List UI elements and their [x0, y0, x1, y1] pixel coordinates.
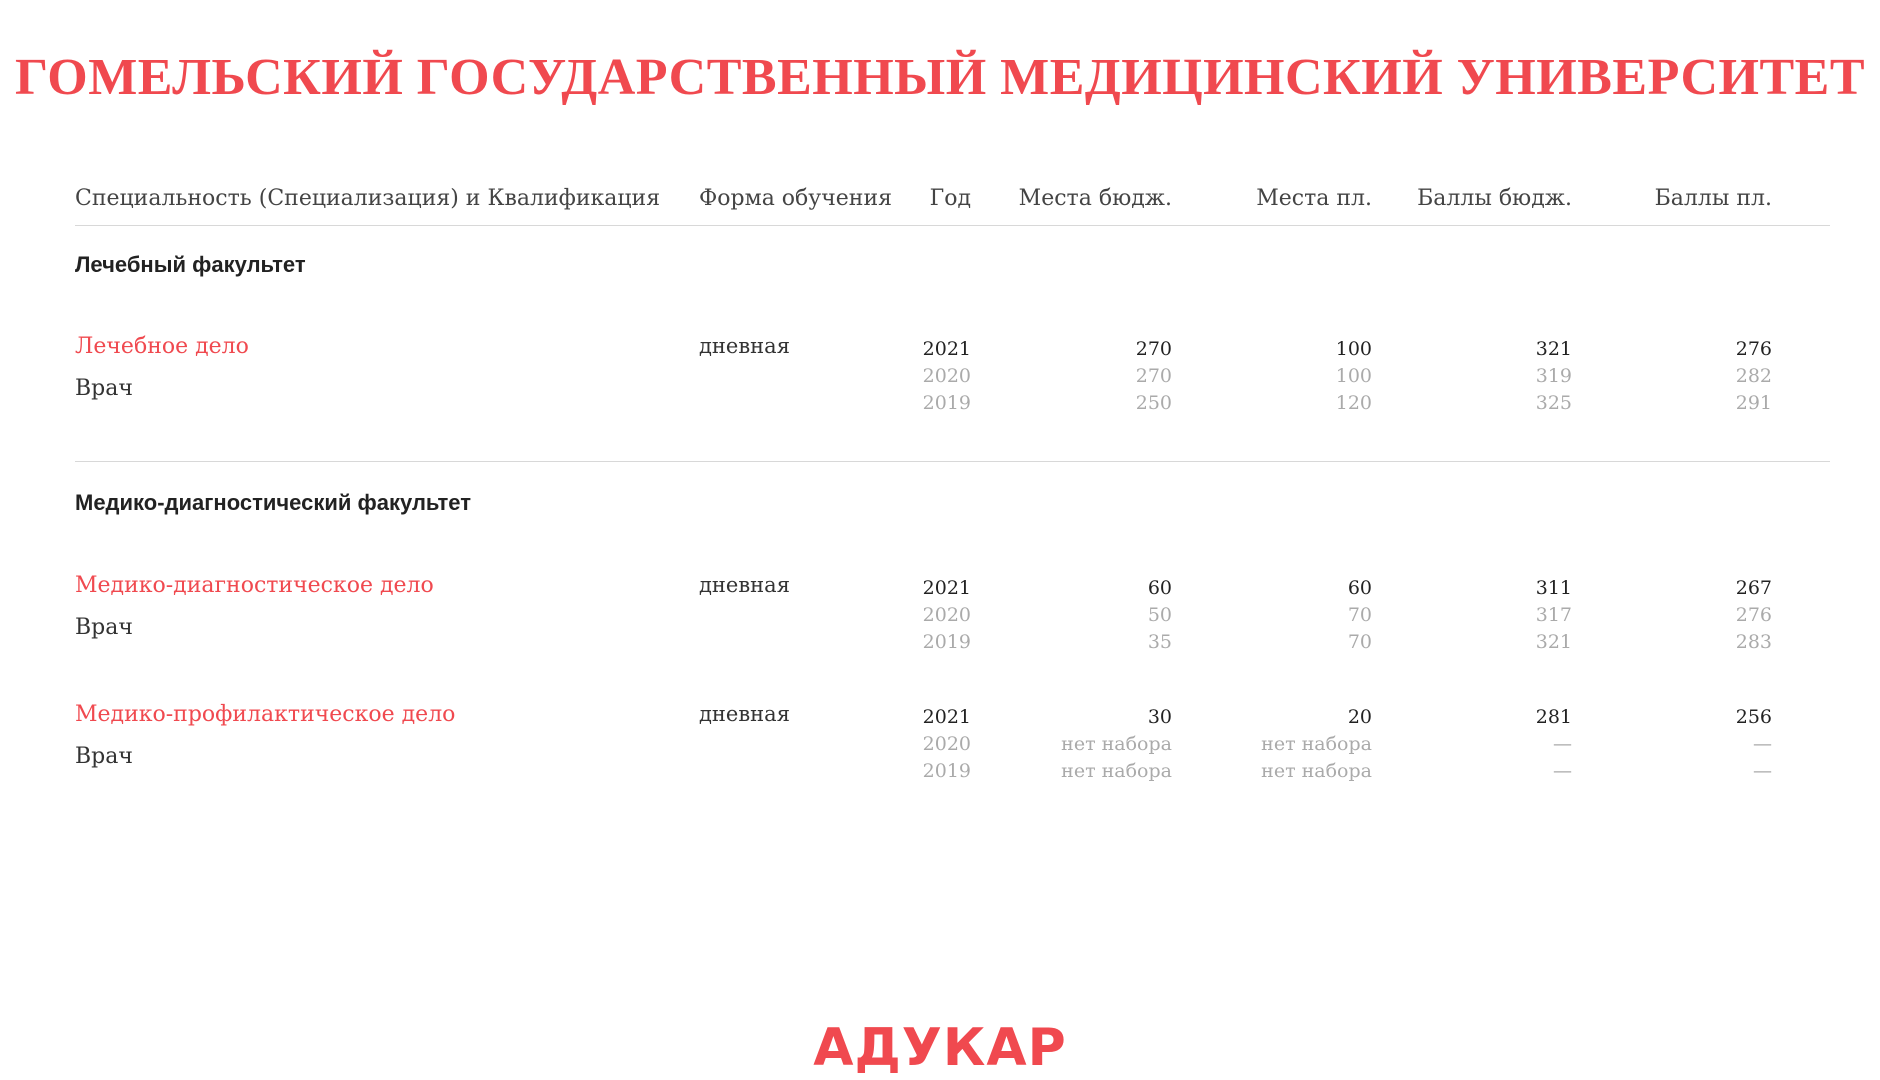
- places-budget-value: 270: [1135, 338, 1172, 360]
- places-budget-value: 30: [1147, 706, 1172, 728]
- year-value: 2021: [922, 706, 971, 728]
- years-column: [923, 336, 971, 417]
- score-budget-value: 319: [1535, 365, 1572, 387]
- faculty-heading: Лечебный факультет: [75, 252, 306, 277]
- score-paid-value: 282: [1735, 365, 1772, 387]
- places-paid-value: нет набора: [1261, 760, 1372, 782]
- table-header: [75, 180, 1830, 226]
- header-form: Форма обучения: [699, 186, 893, 211]
- years-column: [923, 704, 971, 785]
- score-paid-column: [1736, 704, 1772, 785]
- program-row: [75, 702, 1830, 802]
- places-paid-value: 120: [1335, 392, 1372, 414]
- places-budget-value: нет набора: [1061, 733, 1172, 755]
- section-divider: [75, 461, 1830, 462]
- places-paid-value: 100: [1335, 338, 1372, 360]
- places-paid-value: 20: [1347, 706, 1372, 728]
- score-budget-value: 321: [1535, 631, 1572, 653]
- program-name-link[interactable]: Медико-профилактическое дело: [75, 702, 456, 727]
- header-score-budget: Баллы бюдж.: [1417, 186, 1572, 211]
- score-budget-value: 317: [1535, 604, 1572, 626]
- places-budget-value: нет набора: [1061, 760, 1172, 782]
- score-paid-value: 291: [1735, 392, 1772, 414]
- faculty-heading: Медико-диагностический факультет: [75, 490, 472, 515]
- page-title: ГОМЕЛЬСКИЙ ГОСУДАРСТВЕННЫЙ МЕДИЦИНСКИЙ УНИВЕРСИТЕТ: [14, 49, 1866, 106]
- score-paid-value: 276: [1735, 604, 1772, 626]
- score-budget-column: [1536, 575, 1572, 656]
- year-value: 2019: [922, 392, 971, 414]
- score-paid-column: [1736, 336, 1772, 417]
- score-budget-value: 321: [1535, 338, 1572, 360]
- header-places-budget: Места бюдж.: [1018, 186, 1172, 211]
- program-row: [75, 573, 1830, 673]
- places-paid-column: [1348, 575, 1372, 656]
- years-column: [923, 575, 971, 656]
- score-budget-column: [1536, 704, 1572, 785]
- brand-logo[interactable]: АДУКАР: [813, 1018, 1067, 1078]
- program-qualification: Врач: [75, 615, 133, 640]
- places-budget-value: 50: [1147, 604, 1172, 626]
- score-budget-value: 311: [1535, 577, 1572, 599]
- places-budget-column: [1148, 575, 1172, 656]
- header-specialty: Специальность (Специализация) и Квалификация: [75, 186, 661, 211]
- year-value: 2019: [922, 631, 971, 653]
- year-value: 2020: [922, 604, 971, 626]
- places-budget-value: 35: [1147, 631, 1172, 653]
- score-budget-value: 325: [1535, 392, 1572, 414]
- year-value: 2020: [922, 365, 971, 387]
- places-paid-value: 70: [1347, 604, 1372, 626]
- score-paid-value: 276: [1735, 338, 1772, 360]
- program-form: дневная: [699, 573, 790, 597]
- program-qualification: Врач: [75, 744, 133, 769]
- admission-table: [75, 180, 1830, 226]
- places-paid-column: [1261, 704, 1372, 785]
- places-paid-value: 60: [1347, 577, 1372, 599]
- places-paid-column: [1336, 336, 1372, 417]
- places-budget-column: [1136, 336, 1172, 417]
- places-budget-value: 250: [1135, 392, 1172, 414]
- program-name-link[interactable]: Лечебное дело: [75, 334, 249, 359]
- places-paid-value: 100: [1335, 365, 1372, 387]
- year-value: 2021: [922, 577, 971, 599]
- score-paid-value: —: [1753, 733, 1772, 755]
- score-paid-value: 267: [1735, 577, 1772, 599]
- score-budget-value: —: [1553, 760, 1572, 782]
- header-score-paid: Баллы пл.: [1654, 186, 1772, 211]
- score-paid-value: 283: [1735, 631, 1772, 653]
- score-paid-column: [1736, 575, 1772, 656]
- program-form: дневная: [699, 334, 790, 358]
- program-form: дневная: [699, 702, 790, 726]
- places-budget-value: 60: [1147, 577, 1172, 599]
- year-value: 2019: [922, 760, 971, 782]
- score-paid-value: —: [1753, 760, 1772, 782]
- header-places-paid: Места пл.: [1256, 186, 1372, 211]
- program-name-link[interactable]: Медико-диагностическое дело: [75, 573, 434, 598]
- program-qualification: Врач: [75, 376, 133, 401]
- year-value: 2020: [922, 733, 971, 755]
- score-budget-column: [1536, 336, 1572, 417]
- score-paid-value: 256: [1735, 706, 1772, 728]
- score-budget-value: 281: [1535, 706, 1572, 728]
- score-budget-value: —: [1553, 733, 1572, 755]
- places-paid-value: 70: [1347, 631, 1372, 653]
- places-budget-column: [1061, 704, 1172, 785]
- places-paid-value: нет набора: [1261, 733, 1372, 755]
- header-year: Год: [929, 186, 971, 211]
- places-budget-value: 270: [1135, 365, 1172, 387]
- year-value: 2021: [922, 338, 971, 360]
- program-row: [75, 334, 1830, 434]
